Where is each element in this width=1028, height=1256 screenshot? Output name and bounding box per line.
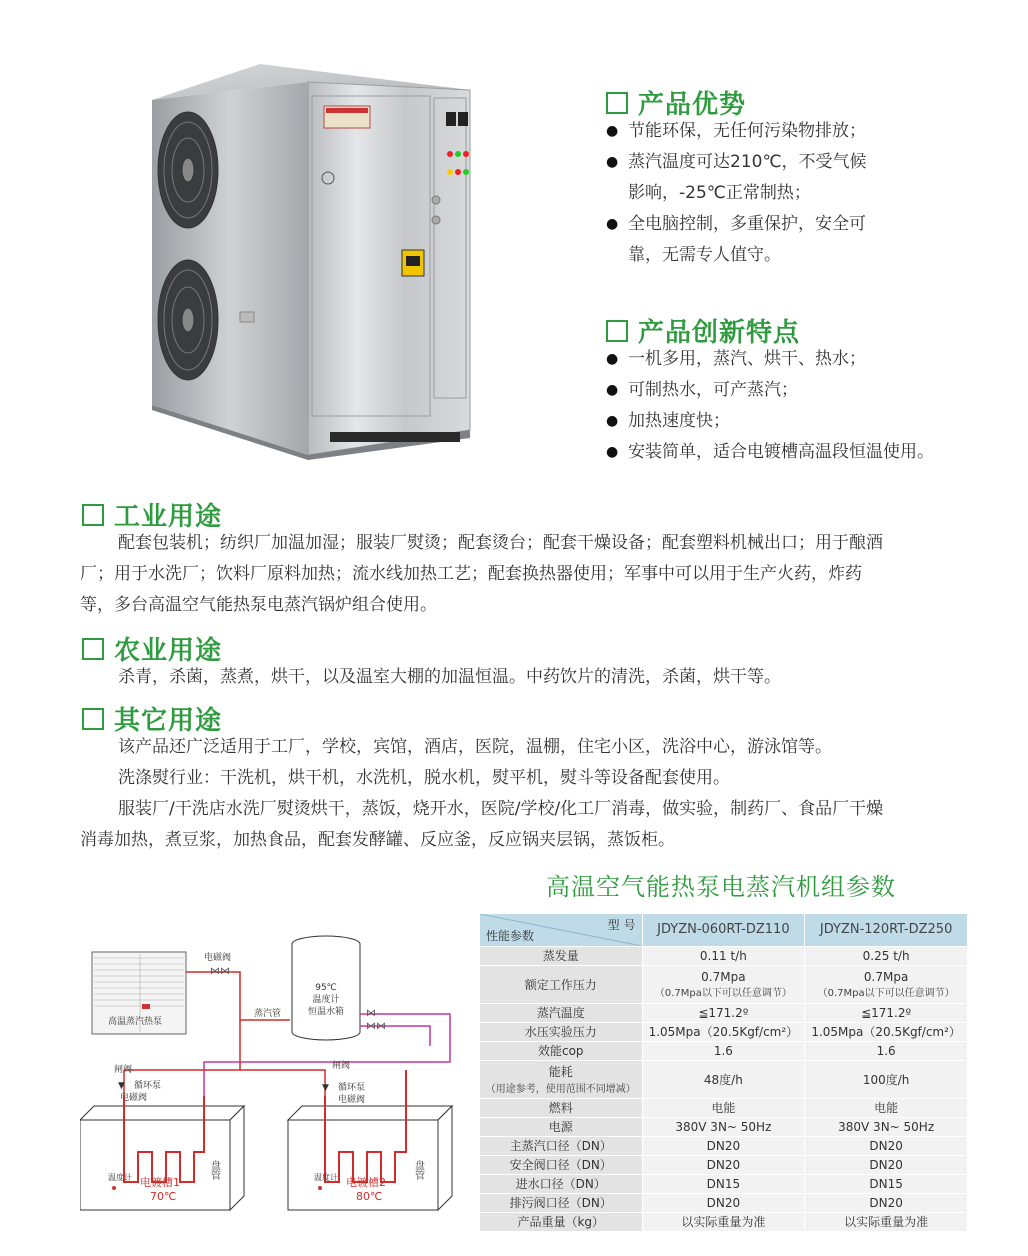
valve-icon: ⋈ [366, 1008, 376, 1019]
table-header-row [480, 914, 968, 946]
list-item: ● 安装简单，适合电镀槽高温段恒温使用。 [606, 437, 934, 468]
coil-1-label: 盘管 [208, 1160, 220, 1180]
bullet-icon: ● [606, 413, 619, 429]
checkbox-square-icon [82, 638, 104, 660]
table-row: 能耗 （用途参考，使用范围不同增减） 48度/h 100度/h [480, 1060, 968, 1098]
list-item: ● 节能环保，无任何污染物排放； [606, 116, 867, 147]
list-item: ● 一机多用，蒸汽、烘干、热水； [606, 344, 934, 375]
bullet-icon: ● [606, 154, 619, 170]
advantages-list [606, 116, 867, 271]
coil-2-label: 盘管 [412, 1160, 424, 1180]
pump-1-label: 循环泵 [134, 1081, 162, 1091]
solenoid-2-label: 电磁阀 [338, 1095, 366, 1105]
header-param-label: 性能参数 [486, 928, 535, 943]
thermometer-1-label: 温度计 [108, 1173, 132, 1182]
section-title-agricultural: 农业用途 [82, 630, 222, 667]
valve-icon: ⋈⋈ [366, 1021, 386, 1032]
table-row: 主蒸汽口径（DN） DN20 DN20 [480, 1136, 968, 1155]
bullet-icon: ● [606, 216, 619, 232]
section-title-industrial: 工业用途 [82, 496, 222, 533]
section-title-advantages: 产品优势 [606, 84, 746, 121]
bullet-icon: ● [606, 444, 619, 460]
list-item: ● 全电脑控制，多重保护，安全可 [606, 209, 867, 240]
params-title: 高温空气能热泵电蒸汽机组参数 [546, 873, 896, 901]
table-row: 蒸发量 0.11 t/h 0.25 t/h [480, 946, 968, 965]
section-title-other: 其它用途 [82, 700, 222, 737]
list-item: ● 蒸汽温度可达210℃，不受气候 [606, 147, 867, 178]
bullet-icon: ● [606, 382, 619, 398]
model-name-cell: JDYZN-060RT-DZ110 [642, 914, 805, 946]
checkbox-square-icon [82, 708, 104, 730]
list-item: ● 加热速度快； [606, 406, 934, 437]
checkbox-square-icon [606, 92, 628, 114]
table-row: 效能cop 1.6 1.6 [480, 1041, 968, 1060]
thermometer-2-label: 温度计 [314, 1173, 338, 1182]
system-diagram [80, 920, 460, 1220]
table-row: 燃料 电能 电能 [480, 1098, 968, 1117]
model-name-cell: JDYZN-120RT-DZ250 [805, 914, 968, 946]
gate-valve-2-label: 闸阀 [332, 1061, 351, 1071]
industrial-text: 配套包装机；纺织厂加温加湿；服装厂熨烫；配套烫台；配套干燥设备；配套塑料机械出口；用于酿酒 厂；用于水洗厂；饮料厂原料加热；流水线加热工艺；配套换热器使用；军事中可以用于生产火药，炸药 等，多台高温空气能热泵电蒸汽锅炉组合使用。 [80, 533, 883, 615]
table-row: 水压实验压力 1.05Mpa（20.5Kgf/cm²） 1.05Mpa（20.5Kgf/cm²） [480, 1022, 968, 1041]
tank1-name: 电镀槽1 [140, 1176, 180, 1189]
table-row: 安全阀口径（DN） DN20 DN20 [480, 1155, 968, 1174]
pump-icon: ▼ [322, 1083, 329, 1093]
params-table [480, 914, 968, 1232]
header-model-label: 型 号 [607, 918, 636, 932]
bullet-icon: ● [606, 351, 619, 367]
steam-pipe-label: 蒸汽管 [254, 1009, 282, 1019]
table-row: 进水口径（DN） DN15 DN15 [480, 1174, 968, 1193]
solenoid-1-label: 电磁阀 [120, 1093, 148, 1103]
tank-thermometer-label: 温度计 [312, 995, 340, 1005]
pump-icon: ▼ [118, 1081, 125, 1091]
table-row: 蒸汽温度 ≦171.2º ≦171.2º [480, 1003, 968, 1022]
pump-2-label: 循环泵 [338, 1083, 366, 1093]
table-row: 产品重量（kg） 以实际重量为准 以实际重量为准 [480, 1212, 968, 1231]
table-row: 电源 380V 3N~ 50Hz 380V 3N~ 50Hz [480, 1117, 968, 1136]
bullet-icon: ● [606, 123, 619, 139]
list-item: ● 可制热水，可产蒸汽； [606, 375, 934, 406]
heat-pump-label: 高温蒸汽热泵 [108, 1017, 163, 1027]
list-item-continuation: 影响，-25℃正常制热； [628, 183, 811, 203]
checkbox-square-icon [82, 504, 104, 526]
tank-name: 恒温水箱 [307, 1007, 345, 1017]
innovations-list [606, 344, 934, 468]
solenoid-top-label: 电磁阀 [204, 953, 232, 963]
checkbox-square-icon [606, 320, 628, 342]
valve-icon: ⋈⋈ [210, 966, 230, 977]
table-row: 排污阀口径（DN） DN20 DN20 [480, 1193, 968, 1212]
header-corner-cell [480, 914, 642, 946]
tank1-temp: 70℃ [150, 1190, 177, 1203]
tank2-temp: 80℃ [356, 1190, 383, 1203]
section-title-innovations: 产品创新特点 [606, 312, 800, 349]
other-text: 该产品还广泛适用于工厂，学校，宾馆，酒店，医院，温棚，住宅小区，洗浴中心，游泳馆等。 洗涤熨行业：干洗机，烘干机，水洗机，脱水机，熨平机，熨斗等设备配套使用。 服装厂/干洗店水洗厂熨烫烘干，蒸饭，烧开水，医院/学校/化工厂消毒，做实验，制药厂、食品厂干燥 消毒加热，煮豆浆，加热食品，配套发酵罐、反应釜，反应锅夹层锅，蒸饭柜。 [80, 737, 884, 850]
agricultural-text: 杀青，杀菌，蒸煮，烘干，以及温室大棚的加温恒温。中药饮片的清洗，杀菌，烘干等。 [118, 667, 781, 687]
tank-temp: 95℃ [315, 983, 337, 993]
gate-valve-1-label: 闸阀 [114, 1065, 133, 1075]
table-row: 额定工作压力 0.7Mpa （0.7Mpa以下可以任意调节） 0.7Mpa （0.7Mpa以下可以任意调节） [480, 965, 968, 1003]
tank2-name: 电镀槽2 [346, 1176, 386, 1189]
heat-pump-unit-image [140, 60, 500, 460]
list-item-continuation: 靠，无需专人值守。 [628, 245, 781, 265]
